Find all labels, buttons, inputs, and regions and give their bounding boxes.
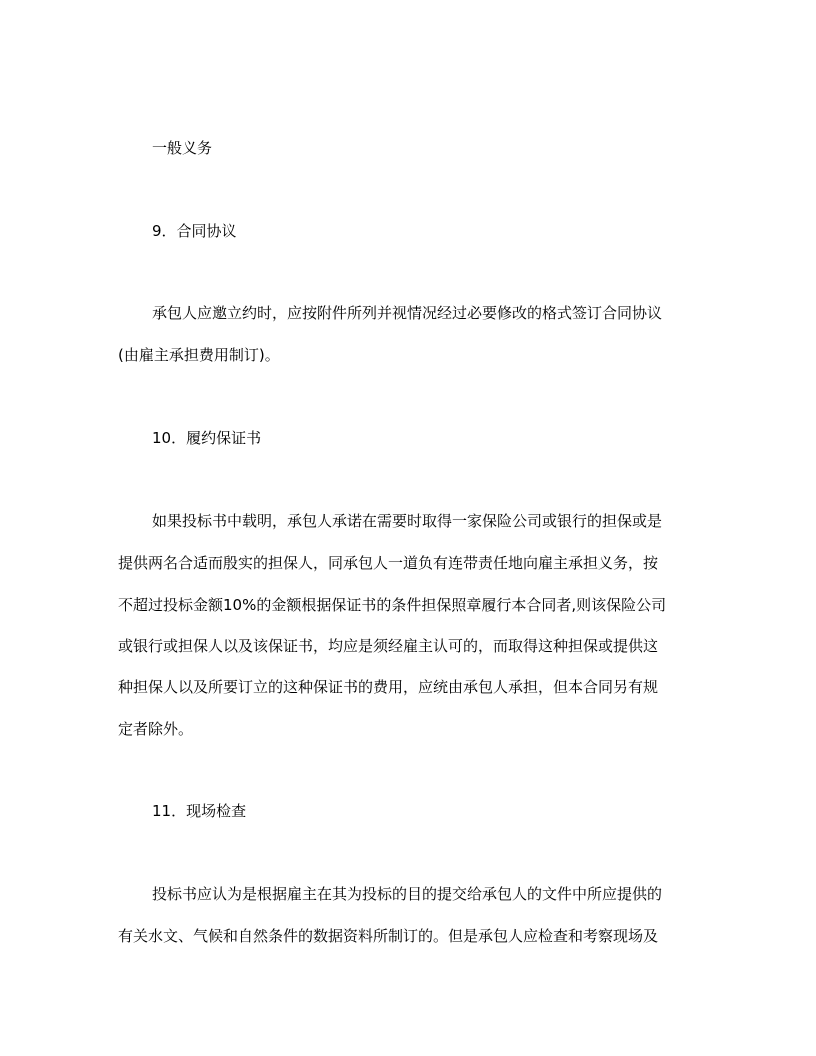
section-heading-contract-agreement: 9．合同协议 (152, 222, 237, 240)
paragraph-line: 定者除外。 (118, 720, 194, 738)
section-heading-general-obligations: 一般义务 (152, 139, 213, 157)
paragraph-line: 投标书应认为是根据雇主在其为投标的目的提交给承包人的文件中所应提供的 (152, 885, 663, 903)
section-heading-site-inspection: 11．现场检查 (152, 802, 247, 820)
paragraph-line: (由雇主承担费用制订)。 (118, 346, 280, 364)
paragraph-line: 提供两名合适而殷实的担保人，同承包人一道负有连带责任地向雇主承担义务，按 (118, 554, 659, 572)
paragraph-line: 种担保人以及所要订立的这种保证书的费用，应统由承包人承担，但本合同另有规 (118, 678, 659, 696)
paragraph-line: 或银行或担保人以及该保证书，均应是须经雇主认可的，而取得这种担保或提供这 (118, 637, 659, 655)
paragraph-line: 承包人应邀立约时，应按附件所列并视情况经过必要修改的格式签订合同协议 (152, 304, 663, 322)
paragraph-line: 有关水文、气候和自然条件的数据资料所制订的。但是承包人应检查和考察现场及 (118, 927, 659, 945)
paragraph-line: 如果投标书中载明，承包人承诺在需要时取得一家保险公司或银行的担保或是 (152, 512, 663, 530)
paragraph-line: 不超过投标金额10%的金额根据保证书的条件担保照章履行本合同者,则该保险公司 (118, 596, 667, 614)
section-heading-performance-bond: 10．履约保证书 (152, 429, 262, 447)
